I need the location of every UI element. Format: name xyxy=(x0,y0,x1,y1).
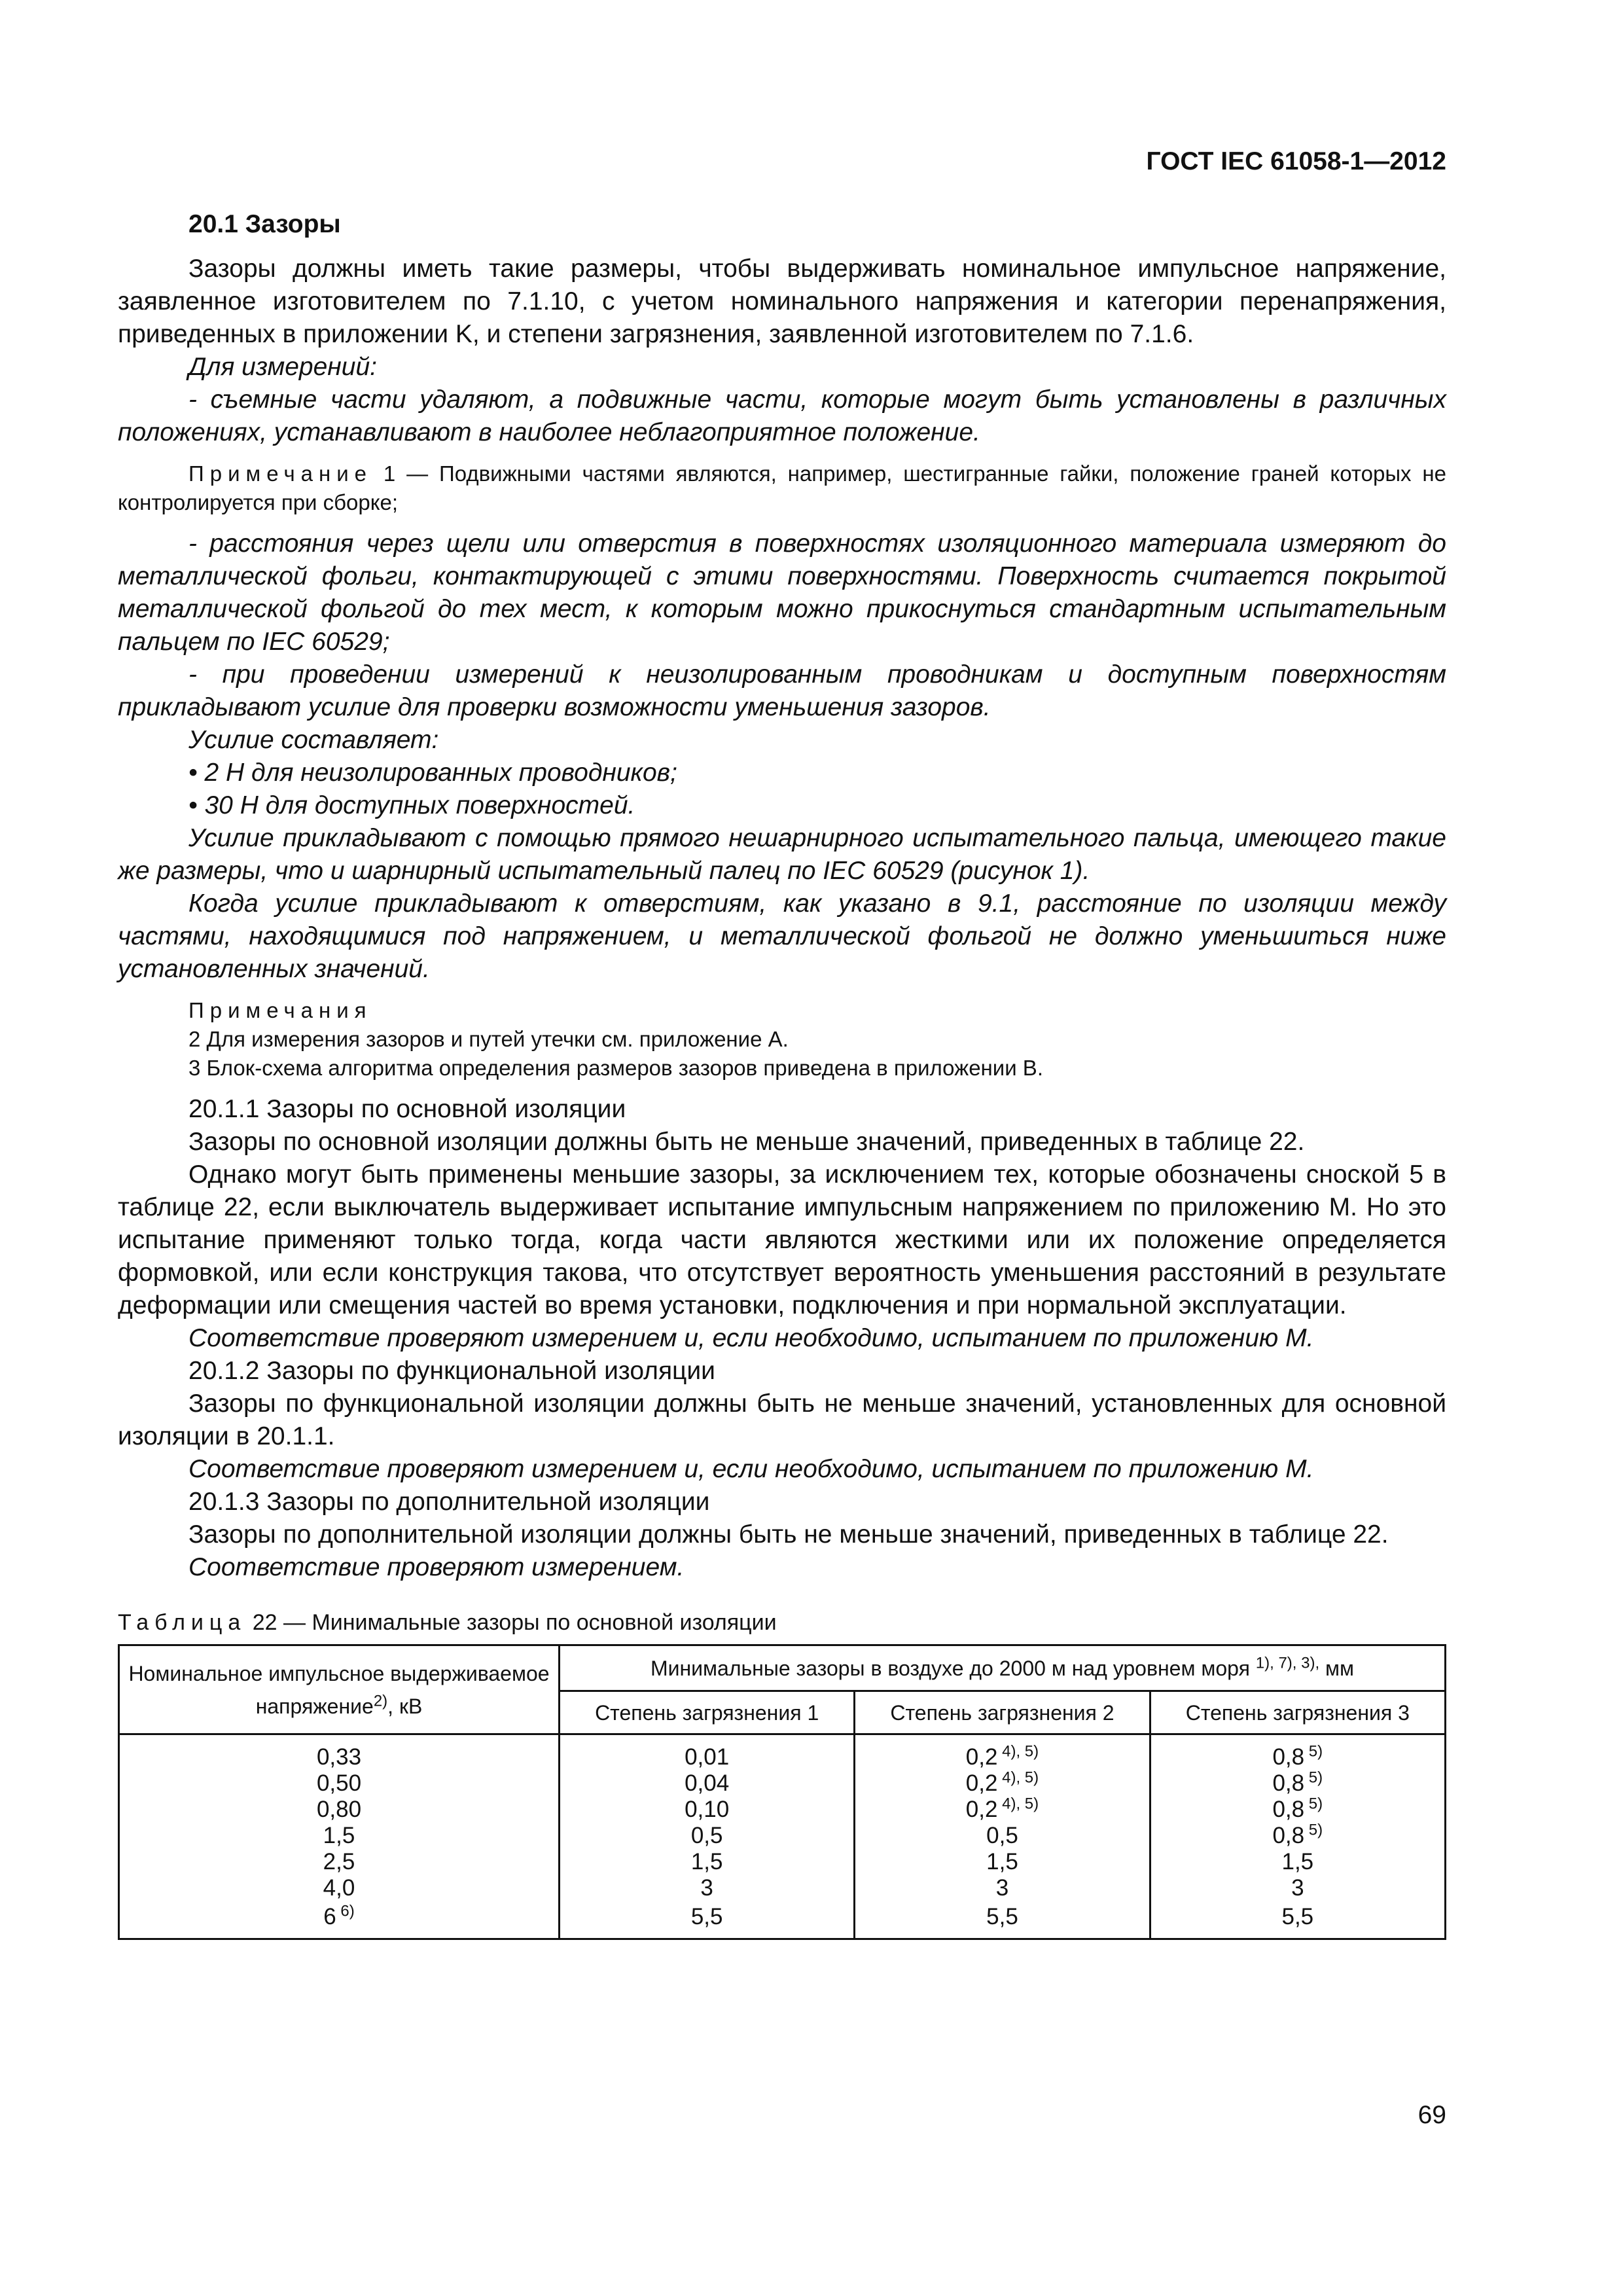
cell-value: 0,2 xyxy=(965,1744,998,1770)
section-title: 20.1 Зазоры xyxy=(188,210,341,238)
paragraph: Зазоры по дополнительной изоляции должны быть не меньше значений, приведенных в таблице 22. xyxy=(188,1520,1389,1549)
cell-value: 2,5 xyxy=(323,1849,355,1874)
table-col-pollution-2 xyxy=(855,1734,1150,1939)
footnote-ref: 5) xyxy=(1304,1795,1323,1813)
cell-value: 6 xyxy=(323,1904,336,1929)
paragraph: Усилие прикладывают с помощью прямого нешарнирного испытательного пальца, имеющего такие же размеры, что и шарнирный испытательный палец по IEC 60529 (рисунок 1). xyxy=(118,824,1446,885)
paragraph: Для измерений: xyxy=(188,353,377,381)
cell-value: 1,5 xyxy=(1281,1849,1314,1874)
footnote-ref: 5) xyxy=(1304,1768,1323,1787)
cell-value: 0,33 xyxy=(316,1744,362,1770)
footnote-ref: 1), 7), 3), xyxy=(1255,1653,1320,1672)
cell-value: 0,80 xyxy=(316,1797,362,1822)
paragraph: Усилие составляет: xyxy=(188,726,439,754)
footnote-ref: 5) xyxy=(1304,1821,1323,1839)
table-cell xyxy=(862,1823,1142,1849)
table-cell xyxy=(567,1875,847,1901)
table-cell xyxy=(862,1744,1142,1770)
header-unit: , кВ xyxy=(387,1694,423,1718)
cell-value: 0,50 xyxy=(316,1770,362,1796)
note-2: 2 Для измерения зазоров и путей утечки см. приложение А. xyxy=(188,1027,789,1051)
table-header-voltage xyxy=(119,1645,560,1734)
list-item: • 30 Н для доступных поверхностей. xyxy=(188,791,635,819)
cell-value: 3 xyxy=(1291,1875,1304,1901)
table-caption-text: 22 — Минимальные зазоры по основной изоляции xyxy=(246,1610,777,1635)
paragraph: - при проведении измерений к неизолированным проводникам и доступным поверхностям прикладывают усилие для проверки возможности уменьшения зазоров. xyxy=(118,660,1446,721)
cell-value: 0,8 xyxy=(1272,1823,1305,1848)
paragraph: Зазоры по функциональной изоляции должны быть не меньше значений, установленных для основной изоляции в 20.1.1. xyxy=(118,1390,1446,1450)
table-cell xyxy=(862,1770,1142,1797)
footnote-ref: 5) xyxy=(1304,1742,1323,1761)
cell-value: 1,5 xyxy=(690,1849,723,1874)
table-col-voltage xyxy=(119,1734,560,1939)
table-cell xyxy=(862,1849,1142,1875)
subsection-title: 20.1.3 Зазоры по дополнительной изоляции xyxy=(188,1488,710,1516)
notes-label: Примечания xyxy=(188,998,372,1022)
table-cell xyxy=(126,1875,552,1901)
table-header-group xyxy=(560,1645,1446,1691)
cell-value: 0,10 xyxy=(685,1797,730,1822)
subsection-title: 20.1.1 Зазоры по основной изоляции xyxy=(188,1095,626,1123)
table-cell xyxy=(126,1904,552,1930)
cell-value: 0,5 xyxy=(986,1823,1018,1848)
cell-value: 3 xyxy=(995,1875,1009,1901)
list-item: • 2 Н для неизолированных проводников; xyxy=(188,759,677,787)
footnote-ref: 6) xyxy=(336,1902,355,1920)
table-cell xyxy=(1158,1823,1438,1849)
clearance-table xyxy=(118,1644,1446,1940)
cell-value: 0,5 xyxy=(690,1823,723,1848)
table-cell xyxy=(126,1823,552,1849)
header-text: Номинальное импульсное выдерживаемое напряжение xyxy=(128,1661,550,1718)
table-cell xyxy=(567,1904,847,1930)
note-3: 3 Блок-схема алгоритма определения размеров зазоров приведена в приложении В. xyxy=(188,1056,1043,1080)
table-cell xyxy=(567,1797,847,1823)
cell-value: 5,5 xyxy=(1281,1904,1314,1929)
paragraph: Когда усилие прикладывают к отверстиям, как указано в 9.1, расстояние по изоляции между частями, находящимися под напряжением, и металлической фольгой не должно уменьшиться ниже установленных значений. xyxy=(118,889,1446,983)
paragraph: - съемные части удаляют, а подвижные части, которые могут быть установлены в различных положениях, устанавливают в наиболее неблагоприятное положение. xyxy=(118,386,1446,446)
cell-value: 0,01 xyxy=(685,1744,730,1770)
table-caption-label: Таблица xyxy=(118,1610,247,1635)
paragraph: Соответствие проверяют измерением и, если необходимо, испытанием по приложению M. xyxy=(188,1455,1314,1483)
table-cell xyxy=(1158,1770,1438,1797)
paragraph: Зазоры по основной изоляции должны быть не меньше значений, приведенных в таблице 22. xyxy=(188,1128,1305,1156)
cell-value: 0,2 xyxy=(965,1797,998,1822)
table-cell xyxy=(567,1744,847,1770)
cell-value: 0,8 xyxy=(1272,1744,1305,1770)
table-cell xyxy=(567,1823,847,1849)
table-cell xyxy=(567,1849,847,1875)
table-cell xyxy=(126,1849,552,1875)
cell-value: 0,8 xyxy=(1272,1770,1305,1796)
table-cell xyxy=(862,1797,1142,1823)
table-cell xyxy=(1158,1744,1438,1770)
cell-value: 5,5 xyxy=(986,1904,1018,1929)
header-unit: мм xyxy=(1319,1656,1355,1680)
footnote-ref: 4), 5) xyxy=(997,1768,1039,1787)
cell-value: 0,2 xyxy=(965,1770,998,1796)
note-1 xyxy=(118,459,1446,517)
table-body xyxy=(119,1734,1446,1939)
table-caption xyxy=(118,1606,1446,1639)
table-col-pollution-3 xyxy=(1150,1734,1445,1939)
cell-value: 5,5 xyxy=(690,1904,723,1929)
table-cell xyxy=(1158,1904,1438,1930)
cell-value: 0,04 xyxy=(685,1770,730,1796)
paragraph: Однако могут быть применены меньшие зазоры, за исключением тех, которые обозначены сноской 5 в таблице 22, если выключатель выдерживает испытание импульсным напряжением по приложению M. Но это испытание применяют только тогда, когда части являются жесткими или их положение определяется формовкой, или если конструкция такова, что отсутствует вероятность уменьшения расстояний в результате деформации или смещения частей во время установки, подключения и при нормальной эксплуатации. xyxy=(118,1160,1446,1319)
table-cell xyxy=(126,1797,552,1823)
table-cell xyxy=(1158,1797,1438,1823)
cell-value: 1,5 xyxy=(323,1823,355,1848)
table-cell xyxy=(1158,1875,1438,1901)
page-number: 69 xyxy=(1418,2101,1446,2129)
table-header-pollution-3: Степень загрязнения 3 xyxy=(1150,1691,1445,1734)
table-col-pollution-1 xyxy=(560,1734,855,1939)
document-body xyxy=(118,208,1446,1940)
cell-value: 3 xyxy=(700,1875,713,1901)
paragraph: Соответствие проверяют измерением. xyxy=(188,1553,685,1581)
note-label: Примечание xyxy=(188,461,373,486)
note-text: 1 — Подвижными частями являются, например, шестигранные гайки, положение граней которых не контролируется при сборке; xyxy=(118,461,1446,514)
paragraph: - расстояния через щели или отверстия в поверхностях изоляционного материала измеряют до металлической фольги, контактирующей с этими поверхностями. Поверхность считается покрытой металлической фольгой до тех мест, к которым можно прикоснуться стандартным испытательным пальцем по IEC 60529; xyxy=(118,529,1446,656)
table-cell xyxy=(126,1770,552,1797)
document-header: ГОСТ IEC 61058-1—2012 xyxy=(1146,147,1446,175)
table-cell xyxy=(862,1875,1142,1901)
footnote-ref: 4), 5) xyxy=(997,1795,1039,1813)
table-cell xyxy=(567,1770,847,1797)
footnote-ref: 2) xyxy=(373,1691,388,1710)
table-cell xyxy=(126,1744,552,1770)
footnote-ref: 4), 5) xyxy=(997,1742,1039,1761)
subsection-title: 20.1.2 Зазоры по функциональной изоляции xyxy=(188,1357,715,1385)
table-header-pollution-2: Степень загрязнения 2 xyxy=(855,1691,1150,1734)
header-text: Минимальные зазоры в воздухе до 2000 м над уровнем моря xyxy=(650,1656,1250,1680)
cell-value: 1,5 xyxy=(986,1849,1018,1874)
table-header-pollution-1: Степень загрязнения 1 xyxy=(560,1691,855,1734)
table-cell xyxy=(862,1904,1142,1930)
cell-value: 4,0 xyxy=(323,1875,355,1901)
paragraph: Зазоры должны иметь такие размеры, чтобы выдерживать номинальное импульсное напряжение, заявленное изготовителем по 7.1.10, с учетом номинального напряжения и категории перенапряжения, приведенных в приложении K, и степени загрязнения, заявленной изготовителем по 7.1.6. xyxy=(118,255,1446,348)
table-cell xyxy=(1158,1849,1438,1875)
cell-value: 0,8 xyxy=(1272,1797,1305,1822)
paragraph: Соответствие проверяют измерением и, если необходимо, испытанием по приложению M. xyxy=(188,1324,1314,1352)
